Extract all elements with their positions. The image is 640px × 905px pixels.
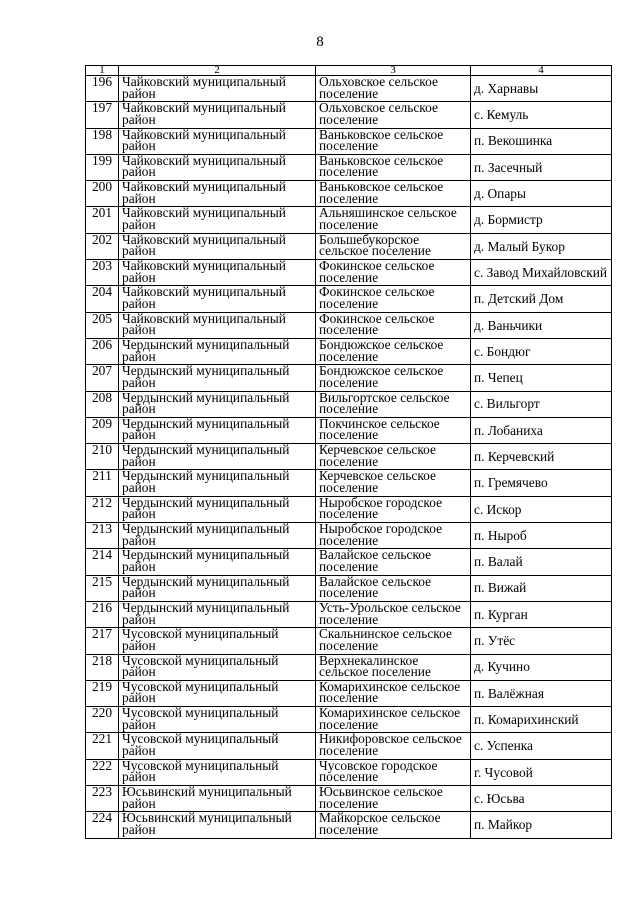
locality-cell: п. Векошинка [471,128,612,154]
locality-cell: д. Харнавы [471,76,612,102]
row-number: 217 [86,628,119,654]
locality-cell: с. Бондюг [471,338,612,364]
district-cell: Чердынский муниципальный район [119,470,316,496]
row-number: 198 [86,128,119,154]
row-number: 207 [86,365,119,391]
row-number: 220 [86,707,119,733]
row-number: 199 [86,154,119,180]
district-cell: Чайковский муниципальный район [119,207,316,233]
locality-cell: с. Вильгорт [471,391,612,417]
district-cell: Чусовской муниципальный район [119,680,316,706]
column-header-2: 2 [119,66,316,76]
settlement-cell: Бондюжское сельское поселение [316,365,471,391]
district-cell: Юсьвинский муниципальный район [119,812,316,838]
column-header-1: 1 [86,66,119,76]
row-number: 208 [86,391,119,417]
locality-cell: с. Кемуль [471,102,612,128]
settlement-cell: Большебукорское сельское поселение [316,233,471,259]
row-number: 204 [86,286,119,312]
locality-cell: п. Майкор [471,812,612,838]
table-row [86,496,612,522]
row-number: 210 [86,444,119,470]
row-number: 222 [86,759,119,785]
row-number: 213 [86,523,119,549]
table-row [86,470,612,496]
row-number: 202 [86,233,119,259]
table-row [86,76,612,102]
settlement-cell: Верхнекалинское сельское поселение [316,654,471,680]
row-number: 224 [86,812,119,838]
table-row [86,444,612,470]
settlement-cell: Чусовское городское поселение [316,759,471,785]
locality-cell: п. Утёс [471,628,612,654]
row-number: 216 [86,601,119,627]
table-row [86,181,612,207]
table-row [86,391,612,417]
locality-cell: п. Ныроб [471,523,612,549]
locality-cell: п. Валай [471,549,612,575]
district-cell: Чердынский муниципальный район [119,444,316,470]
locality-cell: п. Гремячево [471,470,612,496]
settlement-cell: Ваньковское сельское поселение [316,181,471,207]
locality-cell: п. Курган [471,601,612,627]
settlement-cell: Никифоровское сельское поселение [316,733,471,759]
locality-cell: п. Лобаниха [471,417,612,443]
settlement-cell: Комарихинское сельское поселение [316,707,471,733]
table-row [86,338,612,364]
district-cell: Чайковский муниципальный район [119,154,316,180]
table-row [86,102,612,128]
district-cell: Чайковский муниципальный район [119,233,316,259]
row-number: 201 [86,207,119,233]
row-number: 219 [86,680,119,706]
table-row [86,654,612,680]
table-row [86,759,612,785]
table-row [86,549,612,575]
table-row [86,575,612,601]
settlement-cell: Ваньковское сельское поселение [316,154,471,180]
table-row [86,128,612,154]
locality-cell: с. Успенка [471,733,612,759]
row-number: 203 [86,260,119,286]
district-cell: Чусовской муниципальный район [119,759,316,785]
settlement-cell: Ольховское сельское поселение [316,102,471,128]
page-number: 8 [316,34,324,50]
district-cell: Чердынский муниципальный район [119,575,316,601]
settlement-cell: Керчевское сельское поселение [316,470,471,496]
settlement-cell: Покчинское сельское поселение [316,417,471,443]
settlement-cell: Керчевское сельское поселение [316,444,471,470]
locality-cell: п. Вижай [471,575,612,601]
settlement-cell: Усть-Урольское сельское поселение [316,601,471,627]
locality-cell: с. Завод Михайловский [471,260,612,286]
row-number: 209 [86,417,119,443]
locality-cell: д. Опары [471,181,612,207]
locality-cell: п. Чепец [471,365,612,391]
column-header-4: 4 [471,66,612,76]
locality-cell: п. Валёжная [471,680,612,706]
table-row [86,286,612,312]
table-row [86,365,612,391]
settlement-cell: Фокинское сельское поселение [316,286,471,312]
district-cell: Чердынский муниципальный район [119,338,316,364]
column-header-3: 3 [316,66,471,76]
settlement-cell: Майкорское сельское поселение [316,812,471,838]
row-number: 214 [86,549,119,575]
row-number: 218 [86,654,119,680]
locality-cell: д. Кучино [471,654,612,680]
settlement-cell: Ольховское сельское поселение [316,76,471,102]
district-cell: Юсьвинский муниципальный район [119,786,316,812]
locality-cell: п. Детский Дом [471,286,612,312]
table-row [86,233,612,259]
table-row [86,207,612,233]
district-cell: Чердынский муниципальный район [119,417,316,443]
locality-cell: г. Чусовой [471,759,612,785]
row-number: 221 [86,733,119,759]
district-cell: Чердынский муниципальный район [119,365,316,391]
district-cell: Чусовской муниципальный район [119,654,316,680]
settlement-cell: Валайское сельское поселение [316,575,471,601]
settlement-cell: Ваньковское сельское поселение [316,128,471,154]
row-number: 215 [86,575,119,601]
settlement-cell: Скальнинское сельское поселение [316,628,471,654]
row-number: 211 [86,470,119,496]
district-cell: Чердынский муниципальный район [119,549,316,575]
row-number: 205 [86,312,119,338]
district-cell: Чердынский муниципальный район [119,601,316,627]
settlement-cell: Ныробское городское поселение [316,523,471,549]
district-cell: Чердынский муниципальный район [119,496,316,522]
settlement-cell: Альняшинское сельское поселение [316,207,471,233]
district-cell: Чусовской муниципальный район [119,628,316,654]
district-cell: Чайковский муниципальный район [119,76,316,102]
district-cell: Чайковский муниципальный район [119,181,316,207]
row-number: 223 [86,786,119,812]
settlement-cell: Юсьвинское сельское поселение [316,786,471,812]
table-row [86,812,612,838]
table-row [86,786,612,812]
table-row [86,733,612,759]
settlement-cell: Комарихинское сельское поселение [316,680,471,706]
settlements-table [85,65,612,839]
table-row [86,417,612,443]
settlement-cell: Бондюжское сельское поселение [316,338,471,364]
locality-cell: п. Комарихинский [471,707,612,733]
row-number: 206 [86,338,119,364]
table-row [86,523,612,549]
locality-cell: с. Искор [471,496,612,522]
settlement-cell: Ныробское городское поселение [316,496,471,522]
row-number: 197 [86,102,119,128]
table-row [86,680,612,706]
settlement-cell: Валайское сельское поселение [316,549,471,575]
row-number: 212 [86,496,119,522]
district-cell: Чайковский муниципальный район [119,286,316,312]
district-cell: Чайковский муниципальный район [119,260,316,286]
table-row [86,628,612,654]
district-cell: Чайковский муниципальный район [119,102,316,128]
locality-cell: с. Юсьва [471,786,612,812]
district-cell: Чердынский муниципальный район [119,391,316,417]
table-row [86,707,612,733]
settlement-cell: Фокинское сельское поселение [316,260,471,286]
locality-cell: п. Керчевский [471,444,612,470]
locality-cell: д. Бормистр [471,207,612,233]
district-cell: Чайковский муниципальный район [119,312,316,338]
district-cell: Чусовской муниципальный район [119,707,316,733]
table-row [86,154,612,180]
district-cell: Чайковский муниципальный район [119,128,316,154]
table-row [86,601,612,627]
row-number: 200 [86,181,119,207]
district-cell: Чусовской муниципальный район [119,733,316,759]
table-row [86,260,612,286]
locality-cell: д. Ваньчики [471,312,612,338]
settlement-cell: Фокинское сельское поселение [316,312,471,338]
district-cell: Чердынский муниципальный район [119,523,316,549]
locality-cell: п. Засечный [471,154,612,180]
row-number: 196 [86,76,119,102]
table-row [86,312,612,338]
locality-cell: д. Малый Букор [471,233,612,259]
settlement-cell: Вильгортское сельское поселение [316,391,471,417]
